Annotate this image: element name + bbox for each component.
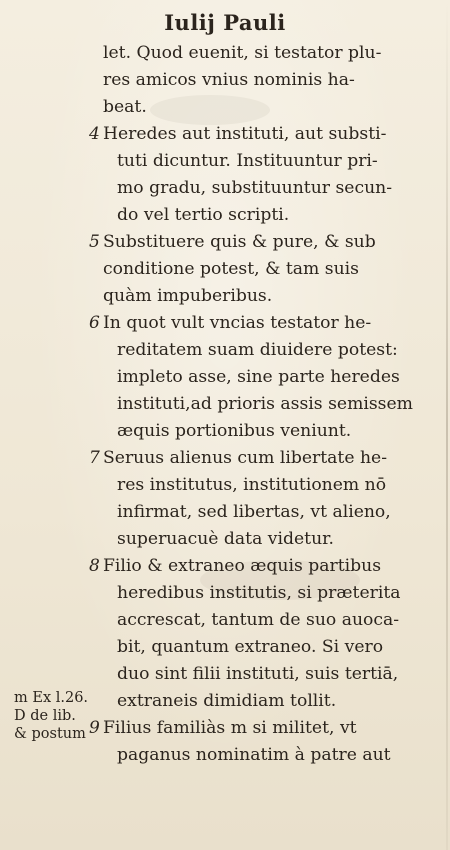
line-text: paganus nominatim à patre aut <box>117 745 391 765</box>
line-text: beat. <box>103 97 147 117</box>
text-line <box>103 499 443 526</box>
line-text: res amicos vnius nominis ha- <box>103 70 355 90</box>
line-text: instituti,ad prioris assis semissem <box>117 394 413 414</box>
line-text: mo gradu, substituuntur secun- <box>117 178 393 198</box>
text-line <box>89 715 443 742</box>
line-text: Seruus alienus cum libertate he- <box>103 448 388 468</box>
line-text: Heredes aut instituti, aut substi- <box>103 124 387 144</box>
line-text: Filius familiàs m si militet, vt <box>103 718 357 738</box>
body-text-block <box>89 40 443 769</box>
text-line <box>103 148 443 175</box>
text-line <box>103 526 443 553</box>
line-text: Filio & extraneo æquis partibus <box>103 556 382 576</box>
paragraph-number: 6 <box>89 313 100 333</box>
line-text: let. Quod euenit, si testator plu- <box>103 43 382 63</box>
margin-note-line: m Ex l.26. <box>14 690 89 706</box>
paragraph-number: 4 <box>89 124 100 144</box>
line-text: tuti dicuntur. Instituuntur pri- <box>117 151 378 171</box>
text-line <box>103 364 443 391</box>
line-text: quàm impuberibus. <box>103 286 273 306</box>
text-line <box>103 40 443 67</box>
text-line <box>89 553 443 580</box>
text-line <box>103 337 443 364</box>
paragraph-number: 8 <box>89 556 100 576</box>
line-text: bit, quantum extraneo. Si vero <box>117 637 384 657</box>
text-line <box>89 229 443 256</box>
line-text: Substituere quis & pure, & sub <box>103 232 376 252</box>
text-line <box>103 580 443 607</box>
text-line <box>103 742 443 769</box>
line-text: conditione potest, & tam suis <box>103 259 359 279</box>
text-line <box>103 607 443 634</box>
paragraph-number: 7 <box>89 448 100 468</box>
text-line <box>103 418 443 445</box>
line-text: reditatem suam diuidere potest: <box>117 340 398 360</box>
text-line <box>103 202 443 229</box>
text-line <box>103 472 443 499</box>
text-line <box>89 121 443 148</box>
text-line <box>89 310 443 337</box>
line-text: impleto asse, sine parte heredes <box>117 367 400 387</box>
line-text: duo sint filii instituti, suis tertiā, <box>117 664 399 684</box>
text-line <box>103 688 443 715</box>
text-line <box>103 634 443 661</box>
line-text: do vel tertio scripti. <box>117 205 290 225</box>
line-text: superuacuè data videtur. <box>117 529 334 549</box>
line-text: accrescat, tantum de suo auoca- <box>117 610 400 630</box>
line-text: extraneis dimidiam tollit. <box>117 691 337 711</box>
text-line <box>103 175 443 202</box>
running-head: Iulij Pauli <box>164 10 286 35</box>
text-line <box>103 283 443 310</box>
line-text: res institutus, institutionem nō <box>117 475 387 495</box>
text-line <box>103 391 443 418</box>
line-text: heredibus institutis, si præterita <box>117 583 401 603</box>
margin-note-line: D de lib. <box>14 708 76 724</box>
text-line <box>103 94 443 121</box>
page-edge-shadow <box>446 0 448 850</box>
paragraph-number: 5 <box>89 232 100 252</box>
text-line <box>103 67 443 94</box>
line-text: In quot vult vncias testator he- <box>103 313 372 333</box>
line-text: infirmat, sed libertas, vt alieno, <box>117 502 391 522</box>
text-line <box>89 445 443 472</box>
text-line <box>103 256 443 283</box>
line-text: æquis portionibus veniunt. <box>117 421 352 441</box>
text-line <box>103 661 443 688</box>
margin-note-line: & postum <box>14 726 86 742</box>
paragraph-number: 9 <box>89 718 100 738</box>
